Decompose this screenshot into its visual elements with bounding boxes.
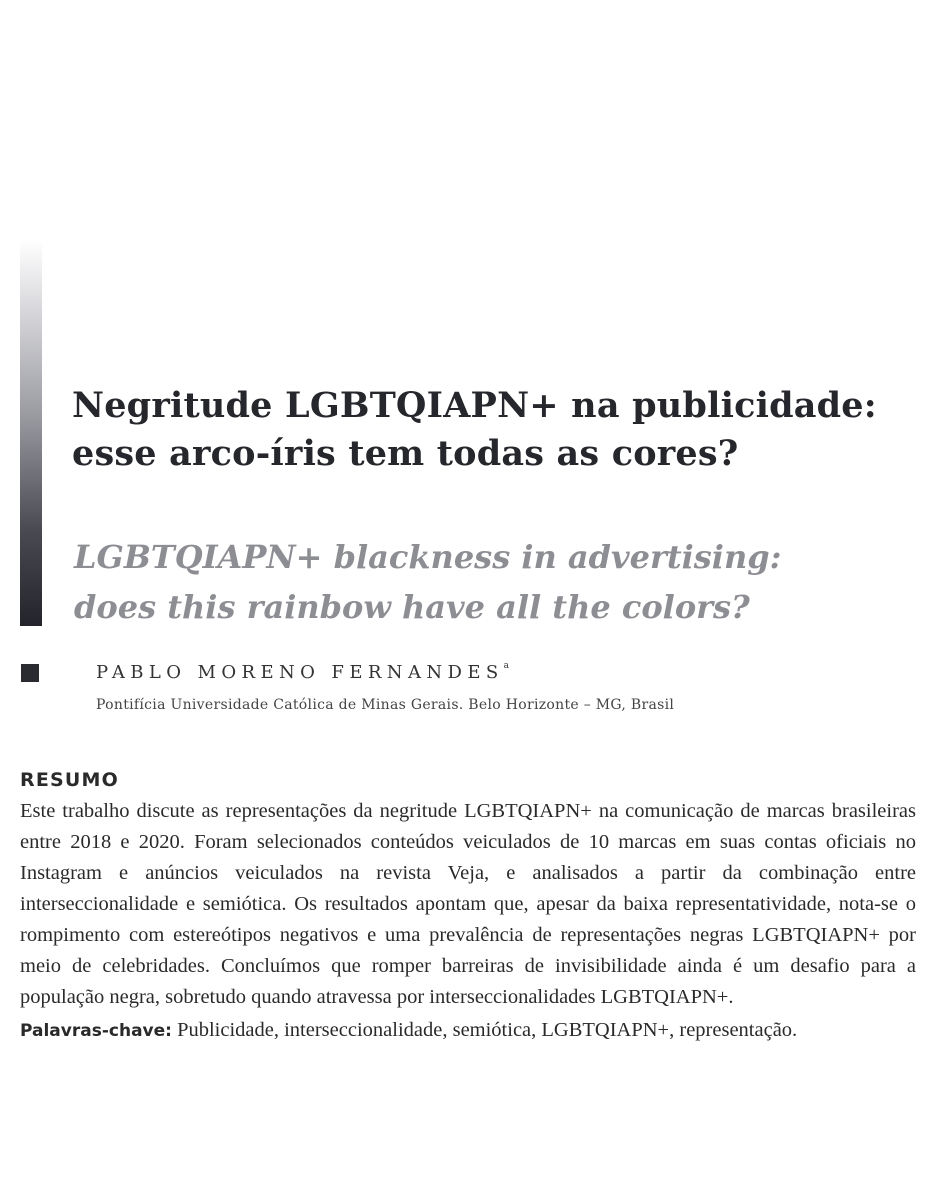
keywords-paragraph bbox=[20, 1015, 916, 1047]
keywords-label: Palavras-chave: bbox=[20, 1021, 172, 1041]
article-title-english bbox=[74, 532, 934, 632]
abstract-section bbox=[20, 766, 916, 1047]
author-name bbox=[96, 662, 509, 683]
keywords-list: Publicidade, interseccionalidade, semiótica, LGBTQIAPN+, representação. bbox=[177, 1019, 798, 1041]
decorative-gradient-bar bbox=[20, 240, 42, 626]
abstract-heading: RESUMO bbox=[20, 769, 119, 791]
title-pt-line-2: esse arco-íris tem todas as cores? bbox=[72, 433, 739, 474]
article-title-portuguese bbox=[72, 382, 932, 478]
title-pt-line-1: Negritude LGBTQIAPN+ na publicidade: bbox=[72, 385, 877, 426]
title-en-line-2: does this rainbow have all the colors? bbox=[74, 588, 750, 626]
abstract-body: Este trabalho discute as representações da negritude LGBTQIAPN+ na comunicação de marcas brasileiras entre 2018 e 2020. Foram selecionados conteúdos veiculados de 10 marcas em suas contas oficiais no Instagram e anúncios veiculados na revista Veja, e analisados a partir da combinação entre interseccionalidade e semiótica. Os resultados apontam que, apesar da baixa representatividade, nota-se o rompimento com estereótipos negativos e uma prevalência de representações negras LGBTQIAPN+ por meio de celebridades. Concluímos que romper barreiras de invisibilidade ainda é um desafio para a população negra, sobretudo quando atravessa por interseccionalidades LGBTQIAPN+. bbox=[20, 800, 916, 1008]
title-en-line-1: LGBTQIAPN+ blackness in advertising: bbox=[74, 538, 782, 576]
author-footnote-mark: a bbox=[503, 661, 509, 671]
author-marker-square bbox=[21, 664, 39, 682]
author-name-text: PABLO MORENO FERNANDES bbox=[96, 662, 504, 683]
author-affiliation: Pontifícia Universidade Católica de Minas Gerais. Belo Horizonte – MG, Brasil bbox=[96, 697, 675, 713]
